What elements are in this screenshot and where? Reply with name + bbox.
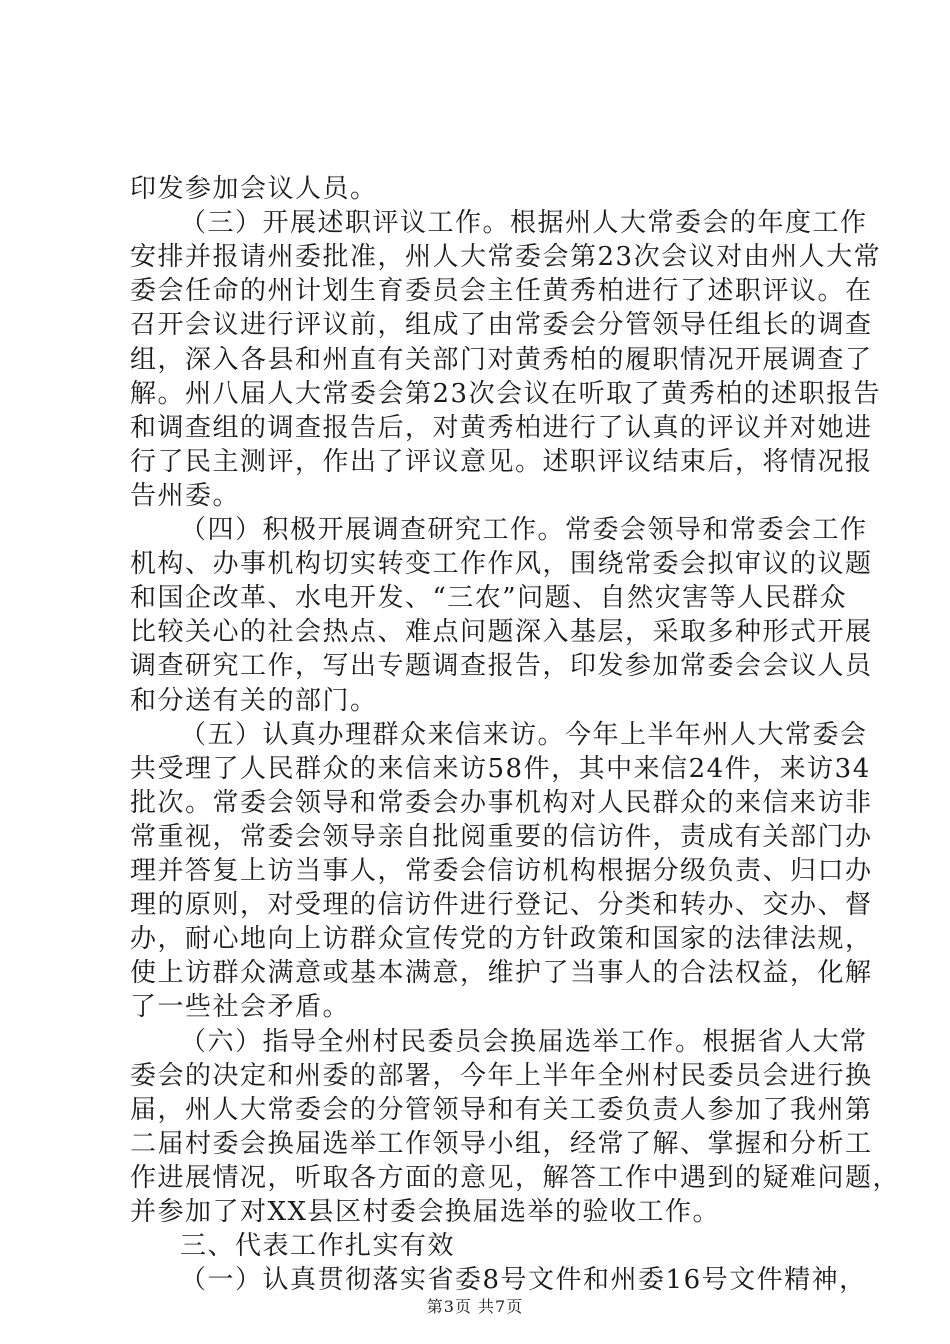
text-line: 批次。常委会领导和常委会办事机构对人民群众的来信来访非 — [130, 787, 873, 818]
section-heading-line: （三）开展述职评议工作。根据州人大常委会的年度工作 — [180, 208, 868, 239]
text-line: 委会的决定和州委的部署，今年上半年全州村民委员会进行换 — [130, 1060, 873, 1091]
text-line: 了一些社会矛盾。 — [130, 992, 351, 1023]
section-heading-line: （一）认真贯彻落实省委8号文件和州委16号文件精神， — [180, 1265, 867, 1296]
text-line: 作进展情况，听取各方面的意见，解答工作中遇到的疑难问题， — [130, 1162, 901, 1193]
text-line: 告州委。 — [130, 480, 241, 511]
text-line: 届，州人大常委会的分管领导和有关工委负责人参加了我州第 — [130, 1094, 873, 1125]
chapter-heading-line: 三、代表工作扎实有效 — [180, 1231, 456, 1262]
text-line: 理并答复上访当事人，常委会信访机构根据分级负责、归口办 — [130, 856, 873, 886]
text-line: 召开会议进行评议前，组成了由常委会分管领导任组长的调查 — [130, 310, 873, 341]
text-line: 办，耐心地向上访群众宣传党的方针政策和国家的法律法规， — [130, 924, 873, 955]
section-heading-line: （六）指导全州村民委员会换届选举工作。根据省人大常 — [180, 1026, 868, 1057]
text-line: 安排并报请州委批准，州人大常委会第23次会议对由州人大常 — [130, 242, 882, 273]
text-line: 和调查组的调查报告后，对黄秀柏进行了认真的评议并对她进 — [130, 412, 873, 443]
text-line: 解。州八届人大常委会第23次会议在听取了黄秀柏的述职报告 — [130, 378, 882, 409]
text-line: 和分送有关的部门。 — [130, 685, 378, 716]
text-line: 调查研究工作，写出专题调查报告，印发参加常委会会议人员 — [130, 651, 873, 682]
section-heading-line: （五）认真办理群众来信来访。今年上半年州人大常委会 — [180, 719, 868, 750]
text-line: 比较关心的社会热点、难点问题深入基层，采取多种形式开展 — [130, 617, 873, 648]
text-line: 共受理了人民群众的来信来访58件，其中来信24件，来访34 — [130, 753, 871, 784]
text-line: 机构、办事机构切实转变工作作风，围绕常委会拟审议的议题 — [130, 549, 873, 580]
text-line: 行了民主测评，作出了评议意见。述职评议结束后，将情况报 — [130, 446, 873, 477]
text-line: 二届村委会换届选举工作领导小组，经常了解、掌握和分析工 — [130, 1128, 873, 1159]
text-line: 印发参加会议人员。 — [130, 174, 378, 204]
text-line: 常重视，常委会领导亲自批阅重要的信访件，责成有关部门办 — [130, 821, 873, 852]
page-number-footer: 第3页 共7页 — [426, 1297, 524, 1316]
text-line: 和国企改革、水电开发、“三农”问题、自然灾害等人民群众 — [130, 583, 848, 614]
text-line: 委会任命的州计划生育委员会主任黄秀柏进行了述职评议。在 — [130, 276, 873, 307]
text-line: 并参加了对XX县区村委会换届选举的验收工作。 — [130, 1197, 721, 1227]
section-heading-line: （四）积极开展调查研究工作。常委会领导和常委会工作 — [180, 515, 868, 545]
text-line: 理的原则，对受理的信访件进行登记、分类和转办、交办、督 — [130, 890, 873, 921]
text-line: 使上访群众满意或基本满意，维护了当事人的合法权益，化解 — [130, 958, 873, 989]
text-line: 组，深入各县和州直有关部门对黄秀柏的履职情况开展调查了 — [130, 344, 873, 375]
